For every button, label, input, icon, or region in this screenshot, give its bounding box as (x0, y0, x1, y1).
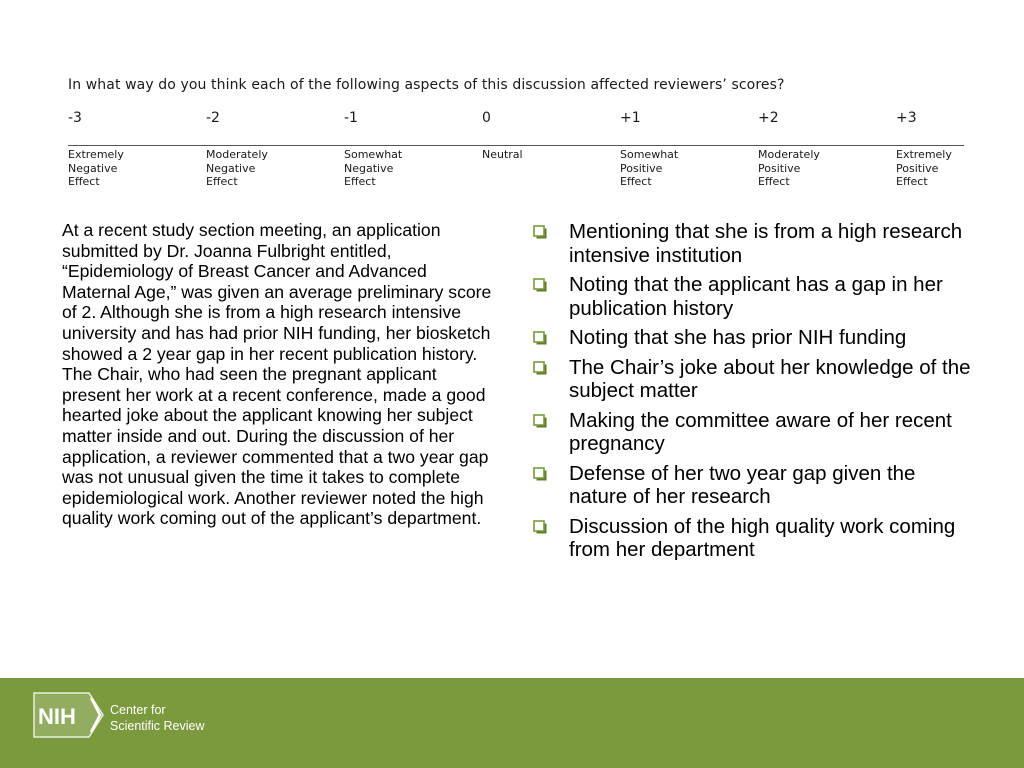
scale-value: -2 (206, 110, 220, 126)
scale-value: +2 (758, 110, 779, 126)
list-item (533, 326, 973, 350)
list-item (533, 515, 973, 562)
rating-scale-values (68, 110, 978, 130)
checkbox-icon (533, 225, 548, 240)
checkbox-icon (533, 331, 548, 346)
logo-text: NIH (38, 704, 76, 729)
scale-label: Moderately Positive Effect (758, 148, 820, 188)
scale-divider (68, 145, 964, 146)
checkbox-icon (533, 467, 548, 482)
scale-value: -3 (68, 110, 82, 126)
aspect-text: Noting that she has prior NIH funding (569, 326, 907, 349)
checkbox-icon (533, 278, 548, 293)
list-item (533, 356, 973, 403)
checkbox-icon (533, 361, 548, 376)
scale-label: Somewhat Positive Effect (620, 148, 679, 188)
organization-name: Center for Scientific Review (110, 703, 205, 733)
list-item (533, 220, 973, 267)
aspects-list (533, 220, 973, 568)
list-item (533, 409, 973, 456)
scale-value: +1 (620, 110, 641, 126)
survey-question: In what way do you think each of the following aspects of this discussion affected reviewers’ scores? (68, 77, 785, 93)
scale-label: Neutral (482, 148, 523, 161)
list-item (533, 462, 973, 509)
aspect-text: Mentioning that she is from a high research intensive institution (569, 220, 963, 267)
scale-label: Extremely Negative Effect (68, 148, 124, 188)
checkbox-icon (533, 414, 548, 429)
scale-value: 0 (482, 110, 491, 126)
aspect-text: Defense of her two year gap given the nature of her research (569, 461, 916, 508)
scenario-text: At a recent study section meeting, an application submitted by Dr. Joanna Fulbright entitled, “Epidemiology of Breast Cancer and Advanced Maternal Age,” was given an average preliminary score of 2. Although she is from a high research intensive university and has had prior NIH funding, her biosketch showed a 2 year gap in her recent publication history. The Chair, who had seen the pregnant applicant present her work at a recent conference, made a good hearted joke about the applicant knowing her subject matter inside and out. During the discussion of her application, a reviewer commented that a two year gap was not unusual given the time it takes to complete epidemiological work. Another reviewer noted the high quality work coming out of the applicant’s department. (62, 220, 492, 529)
checkbox-icon (533, 520, 548, 535)
aspect-text: Discussion of the high quality work coming from her department (569, 514, 956, 561)
nih-logo-icon (33, 691, 105, 739)
aspect-text: Making the committee aware of her recent pregnancy (569, 408, 952, 455)
aspect-text: Noting that the applicant has a gap in her publication history (569, 273, 943, 320)
list-item (533, 273, 973, 320)
scale-value: +3 (896, 110, 917, 126)
aspect-text: The Chair’s joke about her knowledge of the subject matter (569, 355, 971, 402)
scale-label: Somewhat Negative Effect (344, 148, 403, 188)
scale-label: Extremely Positive Effect (896, 148, 952, 188)
scale-label: Moderately Negative Effect (206, 148, 268, 188)
scale-value: -1 (344, 110, 358, 126)
